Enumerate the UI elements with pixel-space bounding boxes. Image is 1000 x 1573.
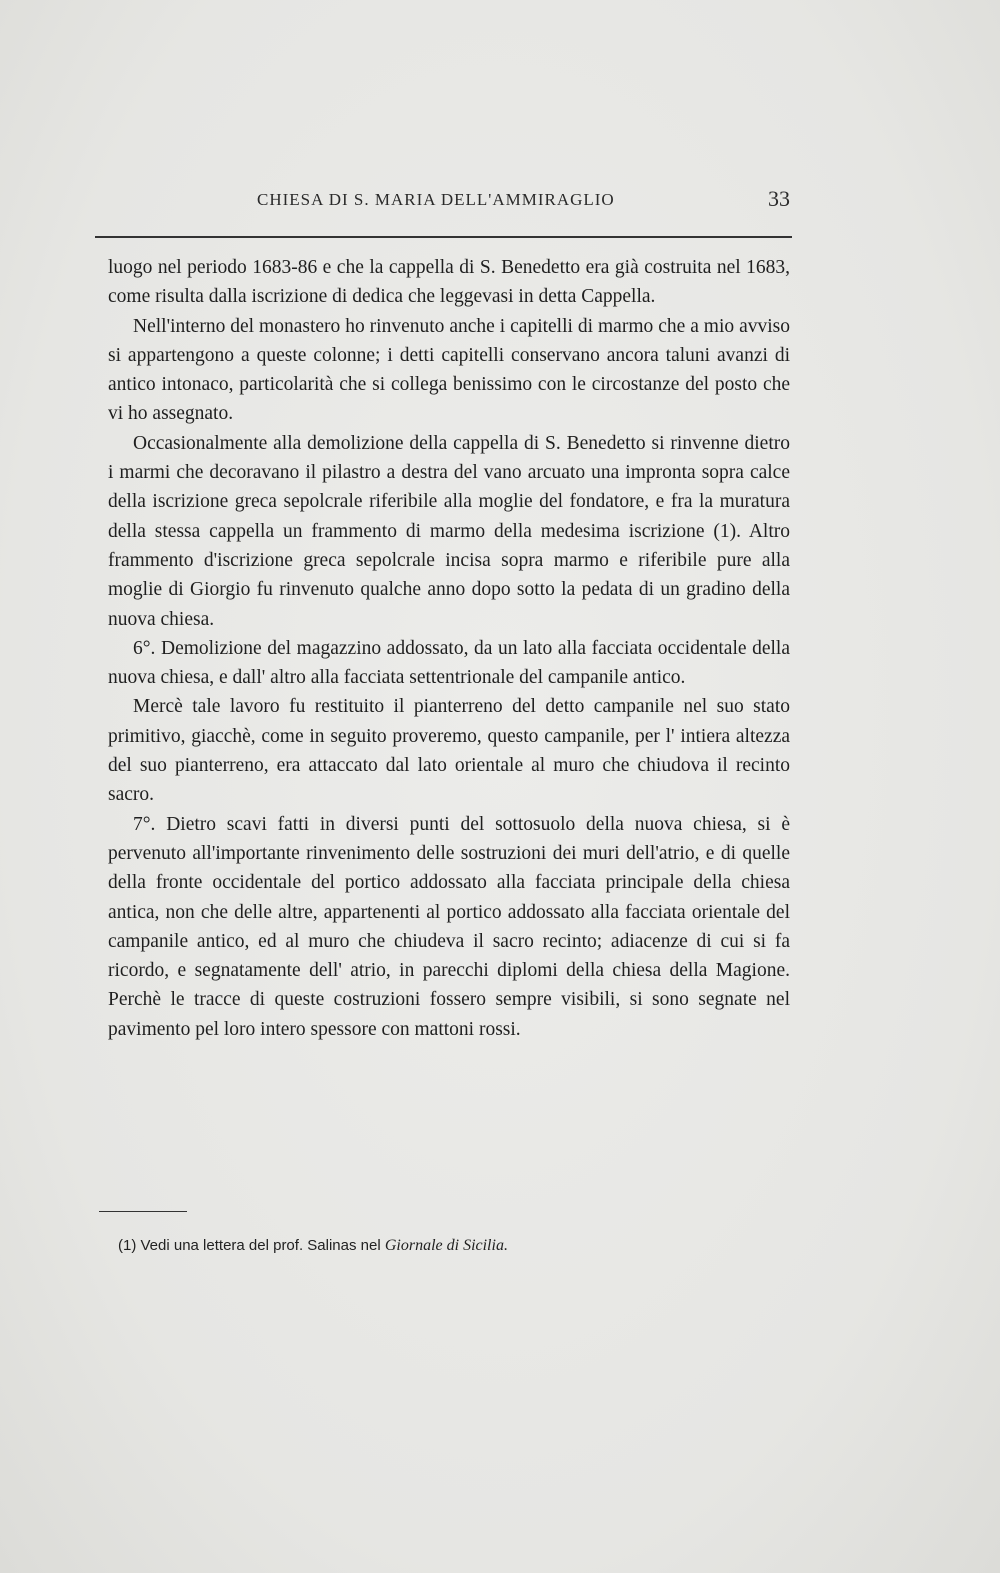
header-rule (95, 236, 792, 238)
running-title: CHIESA DI S. MARIA DELL'AMMIRAGLIO (257, 190, 615, 209)
paragraph-1: luogo nel periodo 1683-86 e che la cappella di S. Benedetto era già costruita nel 1683, come risulta dalla iscrizione di dedica che leggevasi in detta Cappella. (108, 257, 790, 308)
page-header (107, 186, 790, 216)
footnote-rule (99, 1211, 187, 1212)
footnote-text: (1) Vedi una lettera del prof. Salinas nel (118, 1237, 381, 1254)
paragraph-2: Nell'interno del monastero ho rinvenuto anche i capitelli di marmo che a mio avviso si appartengono a queste colonne; i detti capitelli conservano ancora taluni avanzi di antico intonaco, particolarità che si collega benissimo con le circostanze del posto che vi ho assegnato. (108, 315, 790, 425)
footnote-italic: Giornale di Sicilia. (384, 1237, 508, 1254)
paragraph-4: 6°. Demolizione del magazzino addossato, da un lato alla facciata occidentale della nuova chiesa, e dall' altro alla facciata settentrionale del campanile antico. (108, 637, 790, 689)
paragraph-5: Mercè tale lavoro fu restituito il pianterreno del detto campanile nel suo stato primitivo, giacchè, come in seguito proveremo, questo campanile, per l' intiera altezza del suo pianterreno, era attaccato dal lato orientale al muro che chiudova il recinto sacro. (108, 696, 790, 806)
footnote (118, 1237, 738, 1255)
paragraph-6: 7°. Dietro scavi fatti in diversi punti del sottosuolo della nuova chiesa, si è pervenuto all'importante rinvenimento delle sostruzioni dei muri dell'atrio, e di quelle della fronte occidentale del portico addossato alla facciata principale della chiesa antica, non che delle altre, appartenenti al portico addossato alla facciata orientale del campanile antico, ed al muro che chiudeva il sacro recinto; adiacenze di cui si fa ricordo, e segnatamente dell' atrio, in parecchi diplomi della chiesa della Magione. Perchè le tracce di queste costruzioni fossero sempre visibili, si sono segnate nel pavimento pel loro intero spessore con mattoni rossi. (108, 813, 790, 1040)
page-number: 33 (768, 186, 790, 211)
paragraph-3: Occasionalmente alla demolizione della cappella di S. Benedetto si rinvenne dietro i marmi che decoravano il pilastro a destra del vano arcuato una impronta sopra calce della iscrizione greca sepolcrale riferibile alla moglie del fondatore, e fra la muratura della stessa cappella un frammento di marmo della medesima iscrizione (1). Altro frammento d'iscrizione greca sepolcrale incisa sopra marmo e riferibile pure alla moglie di Giorgio fu rinvenuto qualche anno dopo sotto la pedata di un gradino della nuova chiesa. (108, 432, 790, 630)
body-text (108, 253, 790, 1044)
